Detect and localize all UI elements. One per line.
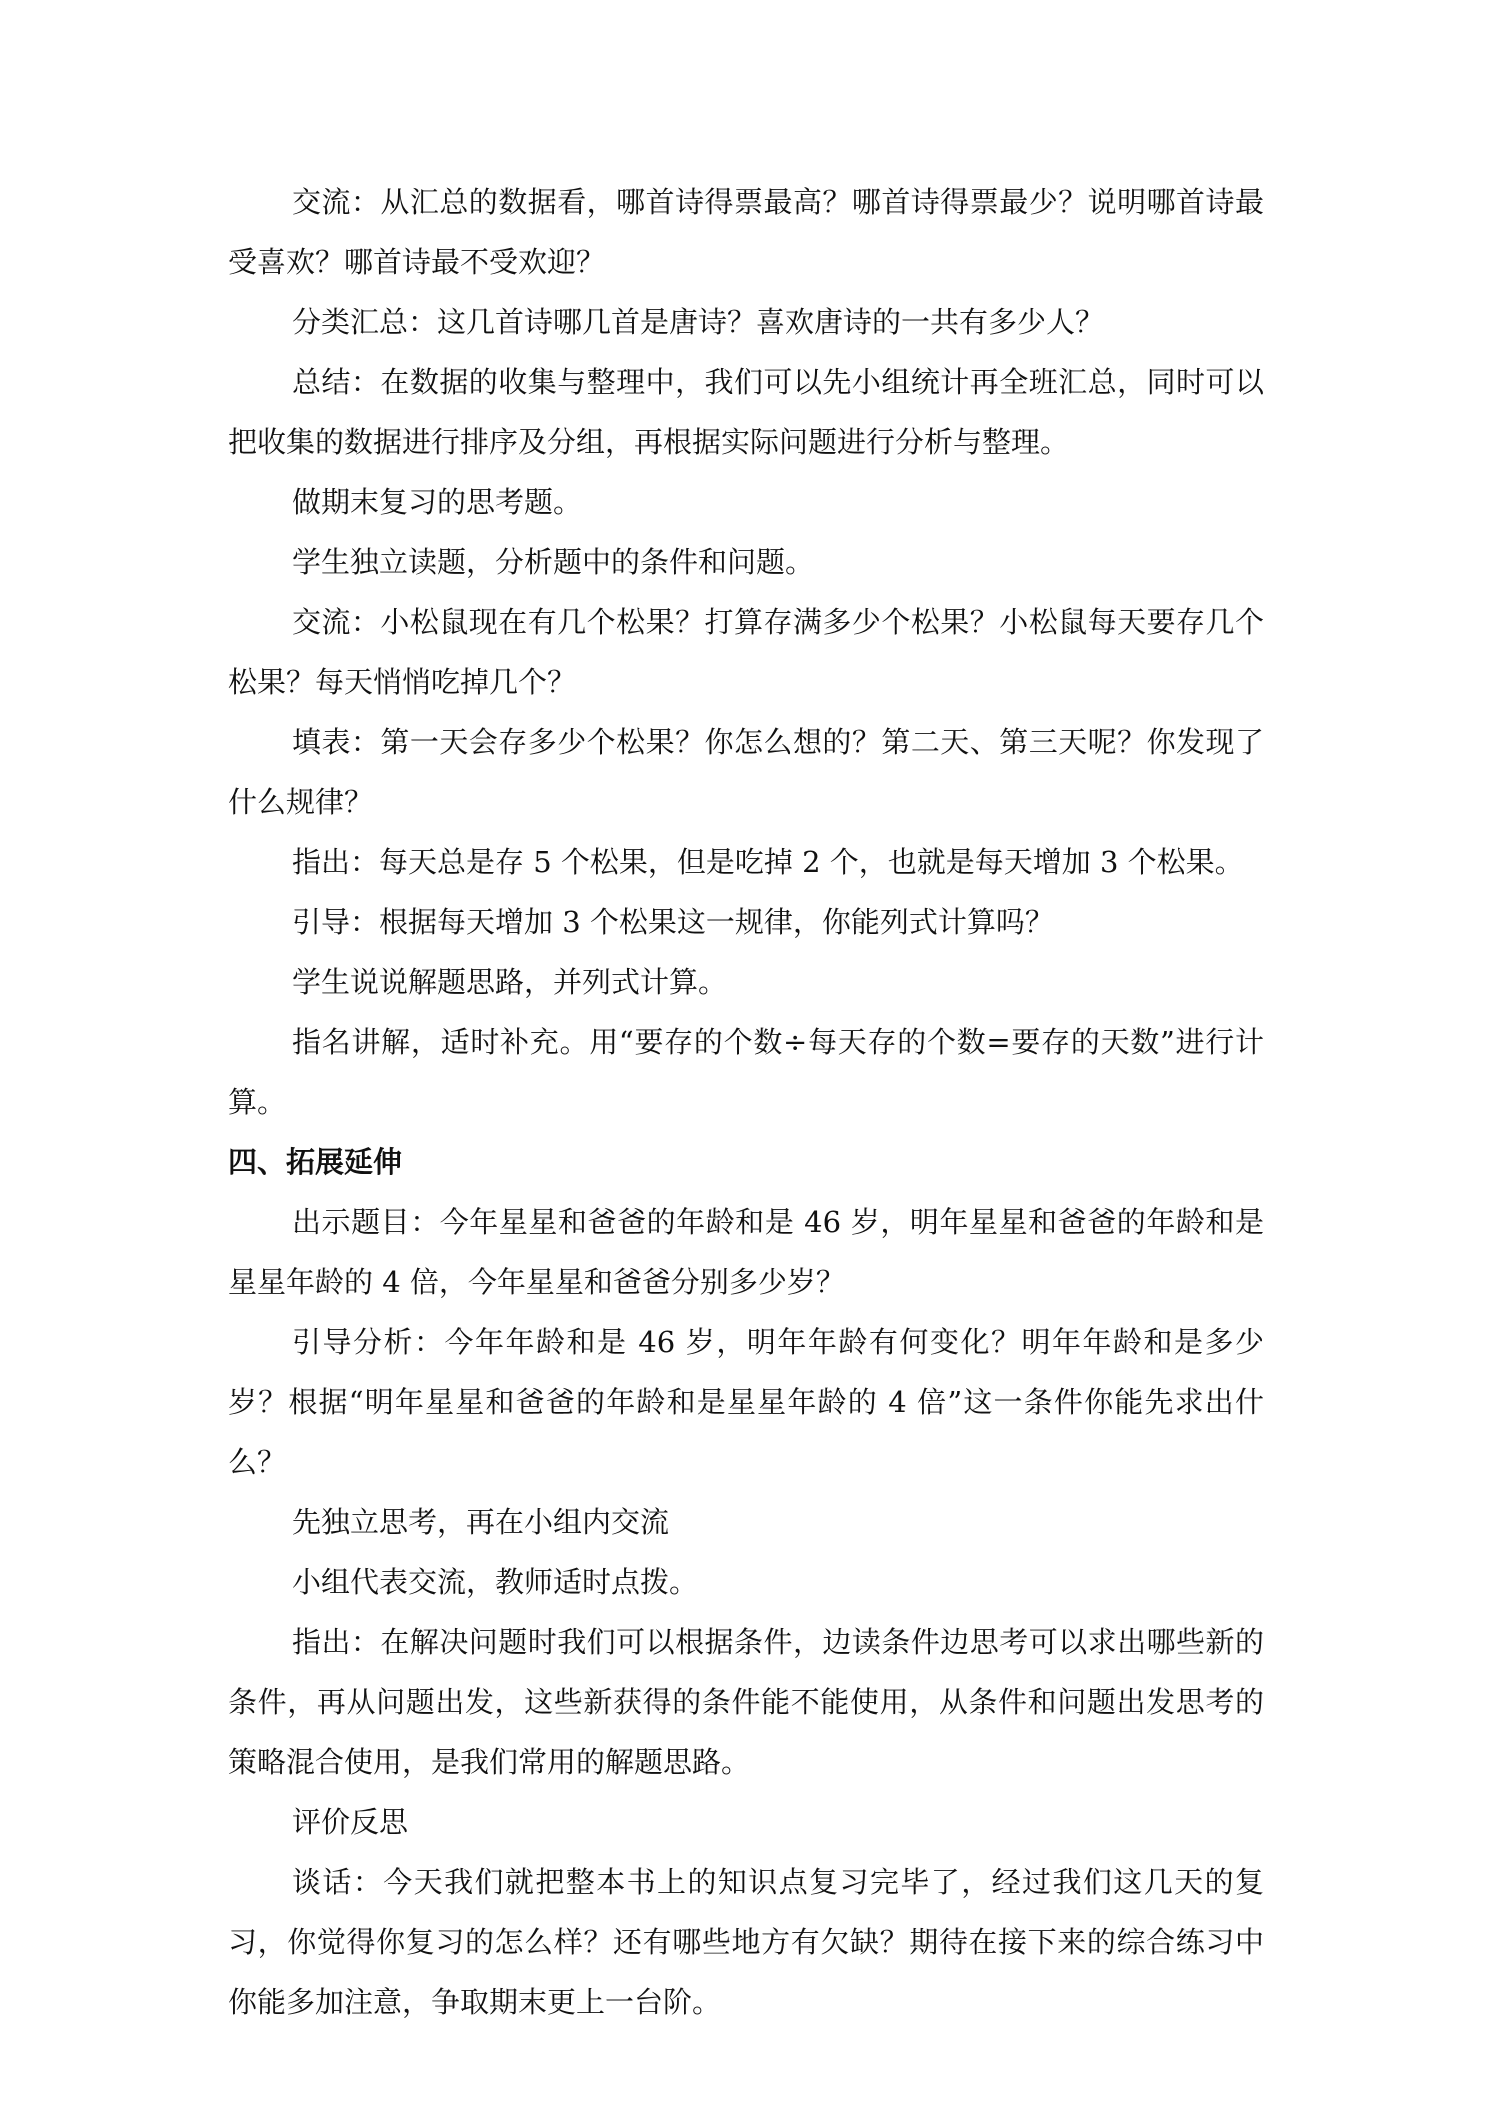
paragraph-conclusion: 总结：在数据的收集与整理中，我们可以先小组统计再全班汇总，同时可以把收集的数据进行排序及分组，再根据实际问题进行分析与整理。 <box>228 365 1264 459</box>
paragraph-explain-supplement: 指名讲解，适时补充。用“要存的个数÷每天存的个数=要存的天数”进行计算。 <box>228 1025 1264 1119</box>
document-body <box>228 172 1264 2032</box>
paragraph-point-out-strategy: 指出：在解决问题时我们可以根据条件，边读条件边思考可以求出哪些新的条件，再从问题出发，这些新获得的条件能不能使用，从条件和问题出发思考的策略混合使用，是我们常用的解题思路。 <box>228 1625 1264 1779</box>
paragraph-exchange-squirrel: 交流：小松鼠现在有几个松果？打算存满多少个松果？小松鼠每天要存几个松果？每天悄悄吃掉几个？ <box>228 605 1264 699</box>
paragraph-exchange-poems: 交流：从汇总的数据看，哪首诗得票最高？哪首诗得票最少？说明哪首诗最受喜欢？哪首诗最不受欢迎？ <box>228 185 1264 279</box>
paragraph-guide-calc: 引导：根据每天增加 3 个松果这一规律，你能列式计算吗？ <box>292 905 1054 939</box>
paragraph-point-out-daily: 指出：每天总是存 5 个松果，但是吃掉 2 个，也就是每天增加 3 个松果。 <box>292 845 1244 879</box>
paragraph-show-problem: 出示题目：今年星星和爸爸的年龄和是 46 岁，明年星星和爸爸的年龄和是星星年龄的 4 倍，今年星星和爸爸分别多少岁？ <box>228 1205 1264 1299</box>
paragraph-talk: 谈话：今天我们就把整本书上的知识点复习完毕了，经过我们这几天的复习，你觉得你复习的怎么样？还有哪些地方有欠缺？期待在接下来的综合练习中你能多加注意，争取期末更上一台阶。 <box>228 1865 1264 2019</box>
paragraph-evaluation: 评价反思 <box>292 1805 409 1839</box>
section-heading: 四、拓展延伸 <box>228 1145 403 1179</box>
paragraph-students-explain: 学生说说解题思路，并列式计算。 <box>292 965 728 999</box>
paragraph-think-independently: 先独立思考，再在小组内交流 <box>292 1505 670 1539</box>
paragraph-classify-summary: 分类汇总：这几首诗哪几首是唐诗？喜欢唐诗的一共有多少人？ <box>292 305 1105 339</box>
paragraph-guide-analysis: 引导分析：今年年龄和是 46 岁，明年年龄有何变化？明年年龄和是多少岁？根据“明年星星和爸爸的年龄和是星星年龄的 4 倍”这一条件你能先求出什么？ <box>228 1325 1264 1479</box>
paragraph-fill-table: 填表：第一天会存多少个松果？你怎么想的？第二天、第三天呢？你发现了什么规律？ <box>228 725 1264 819</box>
paragraph-read-question: 学生独立读题，分析题中的条件和问题。 <box>292 545 815 579</box>
paragraph-group-exchange: 小组代表交流，教师适时点拨。 <box>292 1565 699 1599</box>
paragraph-review-question: 做期末复习的思考题。 <box>292 485 583 519</box>
